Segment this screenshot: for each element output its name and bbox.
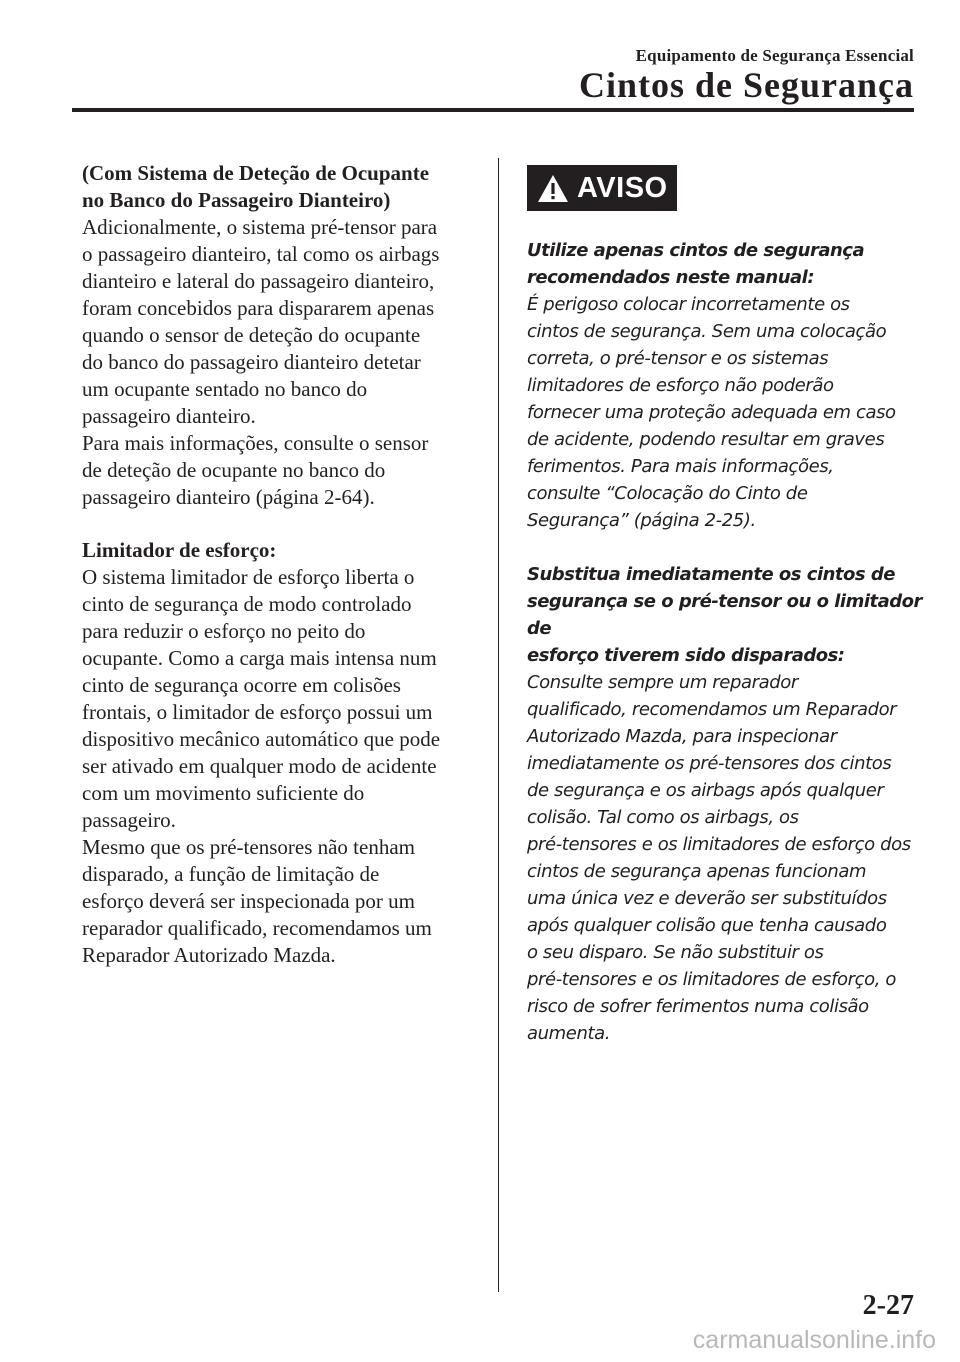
text-line: de acidente, podendo resultar em graves <box>527 429 885 450</box>
text-line: dispositivo mecânico automático que pode <box>82 727 441 751</box>
text-line: pré-tensores e os limitadores de esforço dos <box>527 834 911 855</box>
text-line: Para mais informações, consulte o sensor <box>82 431 429 455</box>
header-rule <box>72 108 914 112</box>
text-line: cinto de segurança de modo controlado <box>82 592 412 616</box>
text-line: após qualquer colisão que tenha causado <box>527 915 887 936</box>
text-line: Adicionalmente, o sistema pré-tensor para <box>82 215 438 239</box>
text-line: um ocupante sentado no banco do <box>82 377 368 401</box>
section-name: Equipamento de Segurança Essencial <box>635 46 914 65</box>
load-limiter-heading: Limitador de esforço: <box>82 538 277 562</box>
warning-label: AVISO <box>577 171 668 204</box>
text-line: disparado, a função de limitação de <box>82 862 380 886</box>
text-line: É perigoso colocar incorretamente os <box>527 294 850 315</box>
text-line: esforço deverá ser inspecionada por um <box>82 889 415 913</box>
text-line: frontais, o limitador de esforço possui um <box>82 700 433 724</box>
page-number: 2-27 <box>862 1290 914 1321</box>
text-line: quando o sensor de deteção do ocupante <box>82 323 421 347</box>
text-line: Reparador Autorizado Mazda. <box>82 943 336 967</box>
text-line: colisão. Tal como os airbags, os <box>527 807 799 828</box>
text-line: consulte “Colocação do Cinto de <box>527 483 808 504</box>
text-line: ser ativado em qualquer modo de acidente <box>82 754 437 778</box>
text-line: de segurança e os airbags após qualquer <box>527 780 884 801</box>
text-line: imediatamente os pré-tensores dos cintos <box>527 753 892 774</box>
text-line: esforço tiverem sido disparados: <box>527 645 845 666</box>
text-line: recomendados neste manual: <box>527 267 815 288</box>
occupant-detection-heading-cont: no Banco do Passageiro Dianteiro) <box>82 188 391 212</box>
text-line: risco de sofrer ferimentos numa colisão <box>527 996 869 1017</box>
text-line: aumenta. <box>527 1023 611 1044</box>
text-line: do banco do passageiro dianteiro detetar <box>82 350 421 374</box>
warning2-body <box>527 669 927 1047</box>
column-divider <box>498 158 499 1292</box>
warning-triangle-icon <box>537 174 569 203</box>
text-line: Segurança” (página 2-25). <box>527 510 756 531</box>
text-line: O sistema limitador de esforço liberta o <box>82 565 415 589</box>
text-line: Substitua imediatamente os cintos de <box>527 564 895 585</box>
text-line: cintos de segurança. Sem uma colocação <box>527 321 887 342</box>
text-line: passageiro dianteiro (página 2-64). <box>82 485 375 509</box>
text-line: cintos de segurança apenas funcionam <box>527 861 867 882</box>
text-line: passageiro dianteiro. <box>82 404 256 428</box>
text-line: pré-tensores e os limitadores de esforço, o <box>527 969 897 990</box>
text-line: foram concebidos para dispararem apenas <box>82 296 435 320</box>
text-line: correta, o pré-tensor e os sistemas <box>527 348 829 369</box>
text-line: de deteção de ocupante no banco do <box>82 458 386 482</box>
text-line: Utilize apenas cintos de segurança <box>527 240 865 261</box>
text-line: segurança se o pré-tensor ou o limitador de <box>527 591 922 639</box>
text-line: o seu disparo. Se não substituir os <box>527 942 824 963</box>
text-line: Mesmo que os pré-tensores não tenham <box>82 835 415 859</box>
text-line: dianteiro e lateral do passageiro dianteiro, <box>82 269 435 293</box>
text-line: passageiro. <box>82 808 176 832</box>
text-line: ocupante. Como a carga mais intensa num <box>82 646 437 670</box>
warning1-body <box>527 291 927 534</box>
warning-badge <box>527 165 677 211</box>
text-line: ferimentos. Para mais informações, <box>527 456 834 477</box>
left-column <box>82 160 482 969</box>
text-line: qualificado, recomendamos um Reparador <box>527 699 897 720</box>
text-line: limitadores de esforço não poderão <box>527 375 834 396</box>
warning2-heading <box>527 561 927 669</box>
page-title: Cintos de Segurança <box>578 65 914 105</box>
right-column <box>527 165 927 1047</box>
text-line: Consulte sempre um reparador <box>527 672 798 693</box>
text-line: Autorizado Mazda, para inspecionar <box>527 726 837 747</box>
occupant-detection-heading: (Com Sistema de Deteção de Ocupante <box>82 161 430 185</box>
text-line: uma única vez e deverão ser substituídos <box>527 888 887 909</box>
text-line: para reduzir o esforço no peito do <box>82 619 366 643</box>
text-line: cinto de segurança ocorre em colisões <box>82 673 401 697</box>
occupant-detection-paragraph <box>82 214 482 511</box>
text-line: fornecer uma proteção adequada em caso <box>527 402 896 423</box>
text-line: com um movimento suficiente do <box>82 781 365 805</box>
text-line: o passageiro dianteiro, tal como os airbags <box>82 242 440 266</box>
load-limiter-paragraph <box>82 564 482 969</box>
text-line: reparador qualificado, recomendamos um <box>82 916 432 940</box>
watermark: carmanualsonline.info <box>692 1326 936 1354</box>
warning1-heading <box>527 237 927 291</box>
